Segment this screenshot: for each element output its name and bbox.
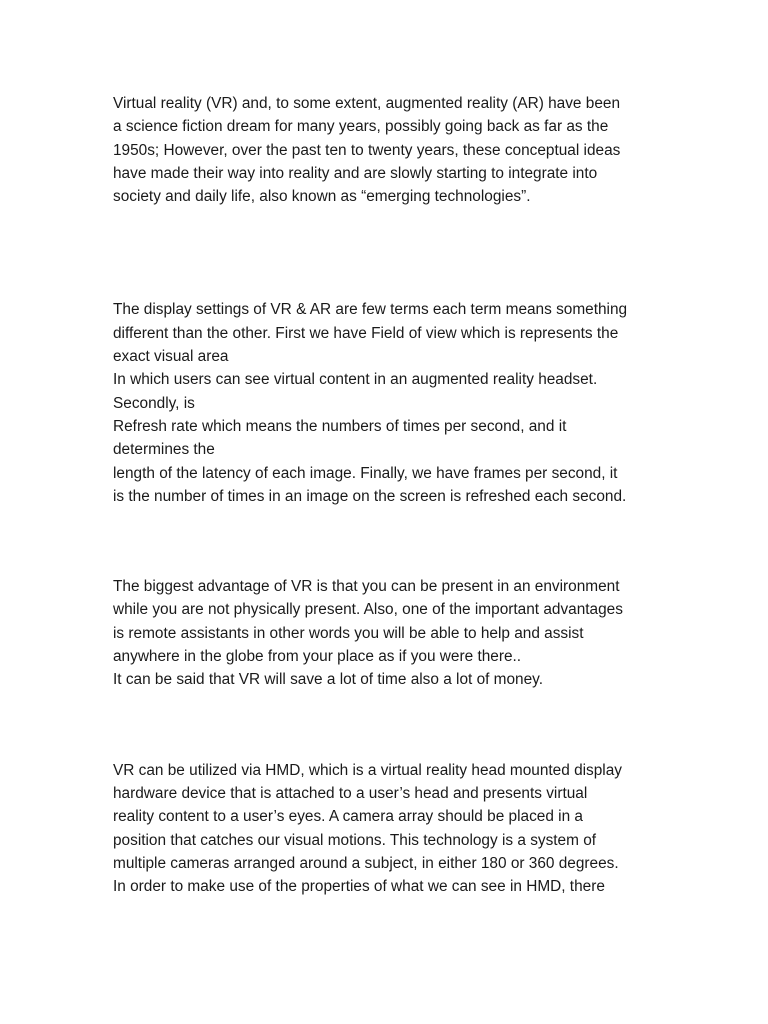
paragraph-hmd bbox=[113, 759, 668, 899]
paragraph-intro bbox=[113, 92, 668, 208]
text-line: have made their way into reality and are slowly starting to integrate into bbox=[113, 164, 598, 182]
text-line: different than the other. First we have Field of view which is represents the bbox=[113, 324, 619, 342]
text-line: length of the latency of each image. Finally, we have frames per second, it bbox=[113, 464, 618, 482]
text-line: In which users can see virtual content in an augmented reality headset. bbox=[113, 371, 598, 389]
paragraph-spacer bbox=[113, 692, 668, 759]
text-line: VR can be utilized via HMD, which is a virtual reality head mounted display bbox=[113, 761, 622, 779]
paragraph-spacer bbox=[113, 208, 668, 298]
text-line: Virtual reality (VR) and, to some extent, augmented reality (AR) have been bbox=[113, 95, 621, 112]
text-line: a science fiction dream for many years, possibly going back as far as the bbox=[113, 118, 609, 136]
text-line: multiple cameras arranged around a subject, in either 180 or 360 degrees. bbox=[113, 854, 619, 872]
text-line: while you are not physically present. Also, one of the important advantages bbox=[113, 601, 623, 619]
text-line: Secondly, is bbox=[113, 394, 195, 412]
text-line: exact visual area bbox=[113, 348, 229, 366]
paragraph-spacer bbox=[113, 508, 668, 575]
text-line: The biggest advantage of VR is that you can be present in an environment bbox=[113, 578, 620, 596]
text-line: In order to make use of the properties of what we can see in HMD, there bbox=[113, 878, 605, 896]
text-line: society and daily life, also known as “emerging technologies”. bbox=[113, 188, 531, 206]
text-line: reality content to a user’s eyes. A camera array should be placed in a bbox=[113, 808, 583, 826]
paragraph-display-settings bbox=[113, 298, 668, 508]
paragraph-advantages bbox=[113, 575, 668, 691]
text-line: Refresh rate which means the numbers of times per second, and it bbox=[113, 417, 567, 435]
text-line: anywhere in the globe from your place as if you were there.. bbox=[113, 648, 522, 666]
text-line: It can be said that VR will save a lot of time also a lot of money. bbox=[113, 671, 544, 689]
text-line: The display settings of VR & AR are few terms each term means something bbox=[113, 301, 628, 319]
text-line: is the number of times in an image on the screen is refreshed each second. bbox=[113, 487, 627, 505]
text-line: position that catches our visual motions. This technology is a system of bbox=[113, 831, 597, 849]
text-line: hardware device that is attached to a user’s head and presents virtual bbox=[113, 784, 588, 802]
text-line: 1950s; However, over the past ten to twenty years, these conceptual ideas bbox=[113, 141, 621, 159]
text-line: determines the bbox=[113, 441, 215, 459]
text-line: is remote assistants in other words you will be able to help and assist bbox=[113, 624, 584, 642]
